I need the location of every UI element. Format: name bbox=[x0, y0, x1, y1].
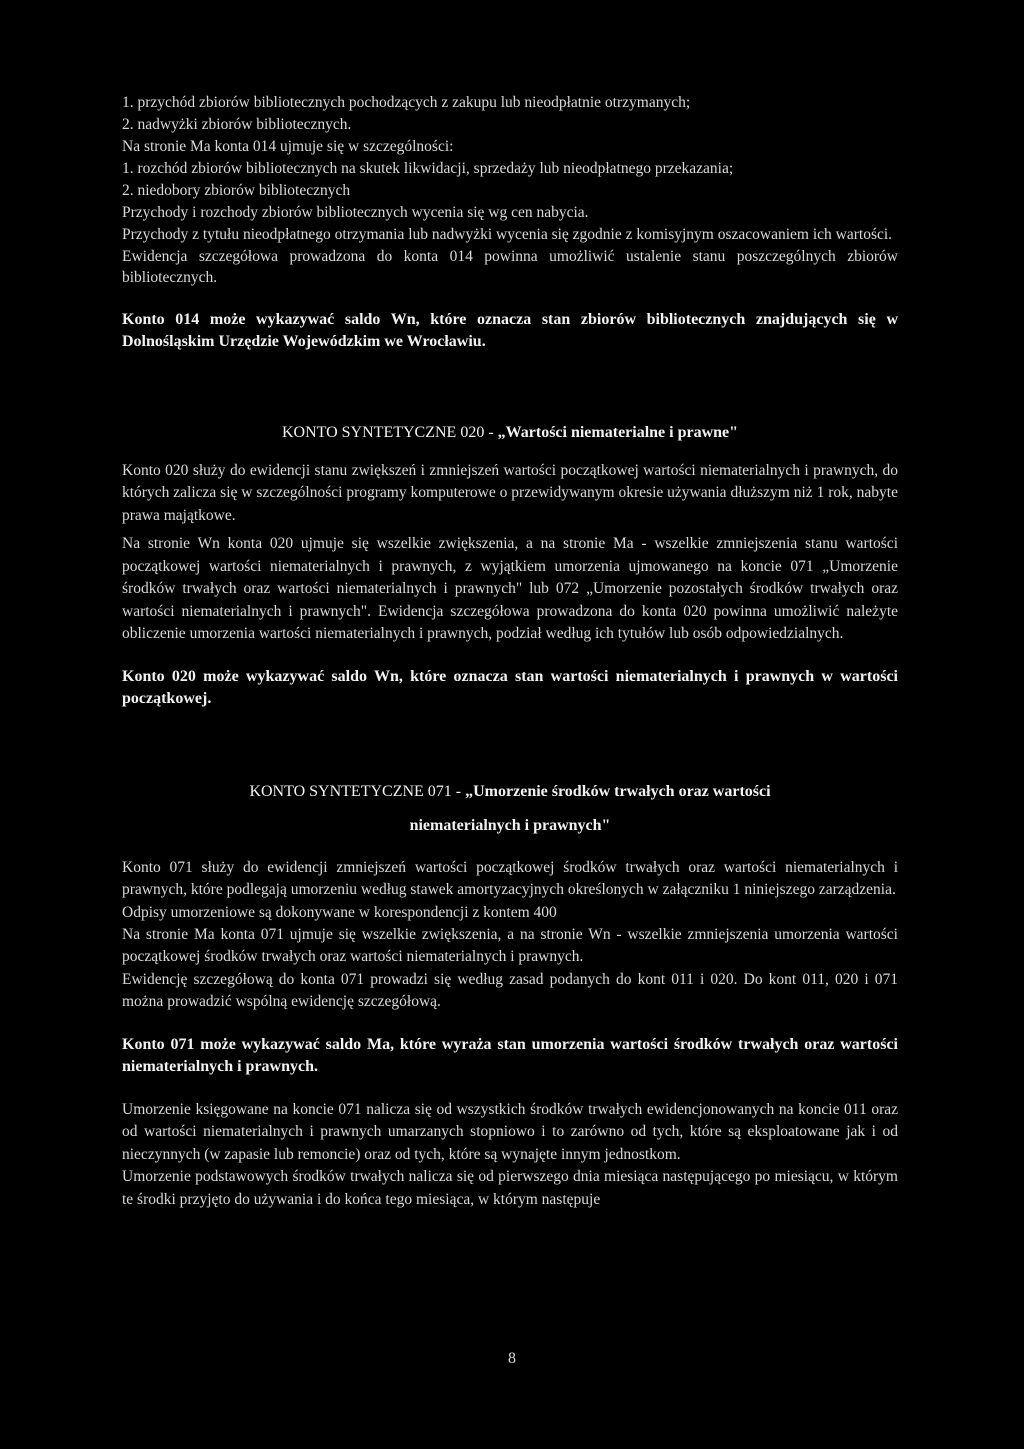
paragraph: Konto 020 służy do ewidencji stanu zwiększeń i zmniejszeń wartości początkowej wartości niematerialnych i prawnych, do których zalicza się w szczególności programy komputerowe o przewidywanym okresie używania dłuższym niż 1 rok, nabyte prawa majątkowe. bbox=[122, 461, 898, 524]
balance-statement-014: Konto 014 może wykazywać saldo Wn, które oznacza stan zbiorów bibliotecznych znajdujących się w Dolnośląskim Urzędzie Wojewódzkim we Wrocławiu. bbox=[122, 310, 898, 350]
heading-title-line2: niematerialnych i prawnych" bbox=[409, 816, 611, 834]
text-line: 1. przychód zbiorów bibliotecznych pochodzących z zakupu lub nieodpłatnie otrzymanych; bbox=[122, 94, 691, 111]
text-line: Przychody i rozchody zbiorów bibliotecznych wycenia się wg cen nabycia. bbox=[122, 204, 589, 221]
heading-title-line1: „Umorzenie środków trwałych oraz wartości bbox=[465, 782, 771, 800]
paragraph: Ewidencję szczegółową do konta 071 prowadzi się według zasad podanych do kont 011 i 020. Do kont 011, 020 i 071 można prowadzić wspólną ewidencję szczegółową. bbox=[122, 970, 898, 1010]
intro-list bbox=[122, 92, 898, 224]
text-line: 1. rozchód zbiorów bibliotecznych na skutek likwidacji, sprzedaży lub nieodpłatnego przekazania; bbox=[122, 160, 734, 177]
paragraph: Umorzenie księgowane na koncie 071 nalicza się od wszystkich środków trwałych ewidencjonowanych na koncie 011 oraz od wartości niematerialnych i prawnych umarzanych stopniowo i to zarówno od tych, które są eksploatowane jak i od nieczynnych (w zapasie lub remoncie) oraz od tych, które są wynajęte innym jednostkom. bbox=[122, 1100, 898, 1163]
paragraph: Na stronie Ma konta 071 ujmuje się wszelkie zwiększenia, a na stronie Wn - wszelkie zmniejszenia umorzenia wartości początkowej środków trwałych oraz wartości niematerialnych i prawnych. bbox=[122, 925, 898, 965]
paragraph: Przychody z tytułu nieodpłatnego otrzymania lub nadwyżki wycenia się zgodnie z komisyjnym oszacowaniem ich wartości. bbox=[122, 226, 893, 243]
text-line: 2. niedobory zbiorów bibliotecznych bbox=[122, 182, 351, 199]
text-line: 2. nadwyżki zbiorów bibliotecznych. bbox=[122, 116, 352, 133]
balance-statement-020: Konto 020 może wykazywać saldo Wn, które oznacza stan wartości niematerialnych i prawnych w wartości początkowej. bbox=[122, 667, 898, 707]
paragraph: Ewidencja szczegółowa prowadzona do konta 014 powinna umożliwić ustalenie stanu poszczególnych zbiorów bibliotecznych. bbox=[122, 247, 898, 286]
paragraph: Konto 071 służy do ewidencji zmniejszeń wartości początkowej środków trwałych oraz wartości niematerialnych i prawnych, które podlegają umorzeniu według stawek amortyzacyjnych określonych w załączniku 1 niniejszego zarządzenia. bbox=[122, 858, 898, 898]
text-line: Odpisy umorzeniowe są dokonywane w korespondencji z kontem 400 bbox=[122, 903, 557, 921]
balance-statement-071: Konto 071 może wykazywać saldo Ma, które wyraża stan umorzenia wartości środków trwałych oraz wartości niematerialnych i prawnych. bbox=[122, 1035, 898, 1075]
section-heading-020 bbox=[122, 416, 898, 450]
paragraph: Umorzenie podstawowych środków trwałych nalicza się od pierwszego dnia miesiąca następującego po miesiącu, w którym te środki przyjęto do używania i do końca tego miesiąca, w którym następuje bbox=[122, 1168, 898, 1208]
section-heading-071 bbox=[122, 775, 898, 843]
heading-prefix: KONTO SYNTETYCZNE 071 - bbox=[249, 782, 466, 800]
paragraph: Na stronie Wn konta 020 ujmuje się wszelkie zwiększenia, a na stronie Ma - wszelkie zmniejszenia stanu wartości początkowej wartości niematerialnych i prawnych, z wyjątkiem umorzenia ujmowanego na koncie 071 „Umorzenie środków trwałych oraz wartości niematerialnych i prawnych" lub 072 „Umorzenie pozostałych środków trwałych oraz wartości niematerialnych i prawnych". Ewidencja szczegółowa prowadzona do konta 020 powinna umożliwić należyte obliczenie umorzenia wartości niematerialnych i prawnych, podział według ich tytułów lub osób odpowiedzialnych. bbox=[122, 535, 898, 642]
heading-prefix: KONTO SYNTETYCZNE 020 - bbox=[281, 423, 498, 441]
page-number: 8 bbox=[508, 1350, 516, 1367]
document-page bbox=[122, 92, 898, 1211]
text-line: Na stronie Ma konta 014 ujmuje się w szczególności: bbox=[122, 138, 454, 155]
heading-title: „Wartości niematerialne i prawne" bbox=[497, 423, 739, 441]
